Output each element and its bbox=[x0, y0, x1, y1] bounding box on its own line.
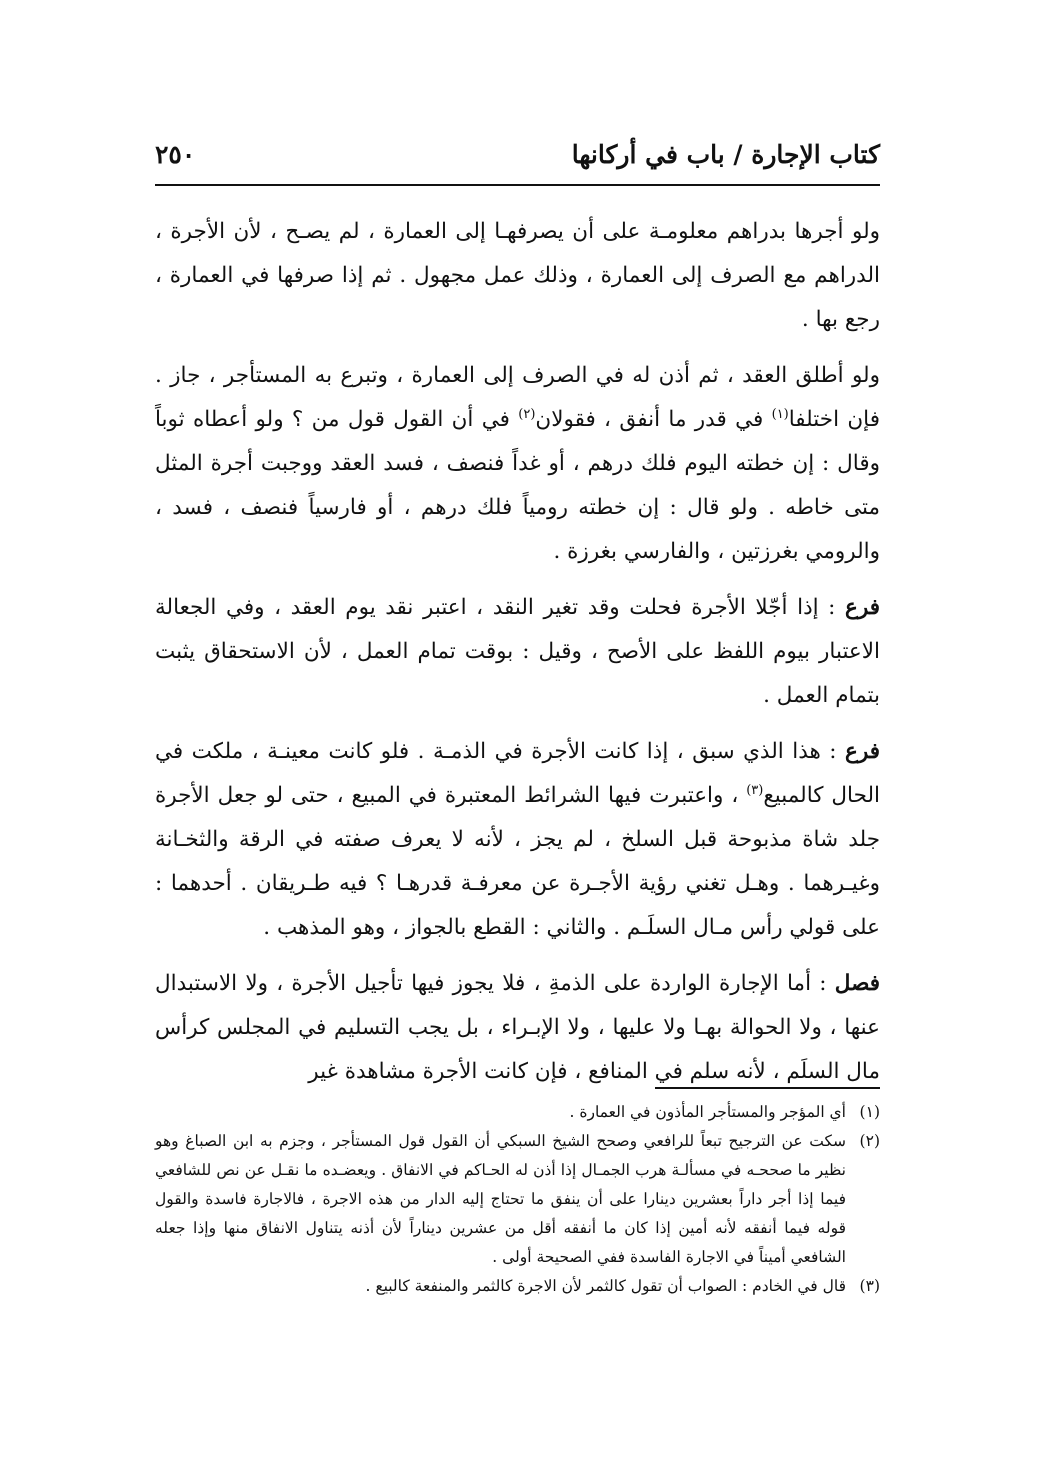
paragraph-3 bbox=[155, 586, 880, 718]
paragraph-1 bbox=[155, 210, 880, 342]
paragraph-text: : أما الإجارة الواردة على الذمةِ ، فلا يجوز فيها تأجيل الأجرة ، ولا الاستبدال عنها ، ولا الحوالة بهـا ولا عليها ، ولا الإبـراء ، بل يجب التسليم في المجلس كرأس مال السلَم ، لأنه سلم في المنافع ، فإن كانت الأجرة مشاهدة غير bbox=[155, 971, 880, 1084]
main-text bbox=[155, 210, 880, 1106]
paragraph-text: في قدر ما أنفق ، فقولان bbox=[535, 407, 772, 432]
footnote-text: قال في الخادم : الصواب أن تقول كالثمر لأن الاجرة كالثمر والمنفعة كالبيع . bbox=[365, 1277, 846, 1295]
footnote-text: أي المؤجر والمستأجر المأذون في العمارة . bbox=[569, 1103, 846, 1121]
section-label: فصل bbox=[834, 971, 880, 996]
footnote-1 bbox=[155, 1098, 880, 1127]
paragraph-text: : إذا أجّلا الأجرة فحلت وقد تغير النقد ، اعتبر نقد يوم العقد ، وفي الجعالة الاعتبار بيوم اللفظ على الأصح ، وقيل : بوقت تمام العمل ، لأن الاستحقاق يثبت بتمام العمل . bbox=[155, 595, 880, 708]
header-divider bbox=[155, 184, 880, 186]
footnote-divider bbox=[655, 1087, 880, 1089]
paragraph-5 bbox=[155, 962, 880, 1094]
paragraph-4 bbox=[155, 730, 880, 950]
footnote-2 bbox=[155, 1127, 880, 1272]
paragraph-text: ولو أطلق العقد ، ثم أذن له في الصرف إلى العمارة ، وتبرع به المستأجر ، جاز . فإن اختلفا bbox=[155, 363, 880, 432]
paragraph-text: : هذا الذي سبق ، إذا كانت الأجرة في الذمـة . فلو كانت معينـة ، ملكت في الحال كالمبيع bbox=[155, 739, 880, 808]
footnote-text: سكت عن الترجيح تبعاً للرافعي وصحح الشيخ السبكي أن القول قول المستأجر ، وجزم به ابن الصباغ وهو نظير ما صححـه في مسألـة هرب الجمـال إذا أذن له الحـاكم في الانفاق . ويعضـده ما نقـل عن نص للشافعي فيما إذا أجر داراً بعشرين دينارا على أن ينفق ما تحتاج إليه الدار من هذه الاجرة ، فالاجارة فاسدة والقول قوله فيما أنفقه لأنه أمين إذا كان ما أنفقه أقل من عشرين ديناراً لأن أذنه يتناول الانفاق منها وإذا جعله الشافعي أميناً في الاجارة الفاسدة ففي الصحيحة أولى . bbox=[155, 1132, 846, 1266]
paragraph-text: ، واعتبرت فيها الشرائط المعتبرة في المبيع ، حتى لو جعل الأجرة جلد شاة مذبوحة قبل السلخ ، لم يجز ، لأنه لا يعرف صفته في الرقة والثخـانة وغيـرهما . وهـل تغني رؤية الأجـرة عن معرفـة قدرهـا ؟ فيه طـريقان . أحدهما : على قولي رأس مـال السلَـم . والثاني : القطع بالجواز ، وهو المذهب . bbox=[155, 783, 880, 940]
section-label: فرع bbox=[845, 595, 880, 620]
paragraph-text: ولو أجرها بدراهم معلومـة على أن يصرفهـا إلى العمارة ، لم يصـح ، لأن الأجرة ، الدراهم مع الصرف إلى العمارة ، وذلك عمل مجهول . ثم إذا صرفها في العمارة ، رجع بها . bbox=[155, 219, 880, 332]
page-number: ٢٥٠ bbox=[155, 140, 196, 169]
footnote-number: (١) bbox=[859, 1103, 880, 1121]
paragraph-2 bbox=[155, 354, 880, 574]
header-title: كتاب الإجارة / باب في أركانها bbox=[571, 140, 880, 169]
footnote-ref-1: (١) bbox=[771, 406, 789, 422]
paragraph-text: في أن القول قول من ؟ ولو أعطاه ثوباً وقال : إن خطته اليوم فلك درهم ، أو غداً فنصف ، فسد العقد ووجبت أجرة المثل متى خاطه . ولو قال : إن خطته رومياً فلك درهم ، أو فارسياً فنصف ، فسد ، والرومي بغرزتين ، والفارسي بغرزة . bbox=[155, 407, 880, 564]
footnote-number: (٢) bbox=[859, 1132, 880, 1150]
footnote-ref-3: (٣) bbox=[746, 782, 764, 798]
footnote-number: (٣) bbox=[859, 1277, 880, 1295]
running-header bbox=[155, 140, 880, 184]
footnotes bbox=[155, 1098, 880, 1301]
footnote-ref-2: (٢) bbox=[518, 406, 536, 422]
section-label: فرع bbox=[845, 739, 880, 764]
footnote-3 bbox=[155, 1272, 880, 1301]
